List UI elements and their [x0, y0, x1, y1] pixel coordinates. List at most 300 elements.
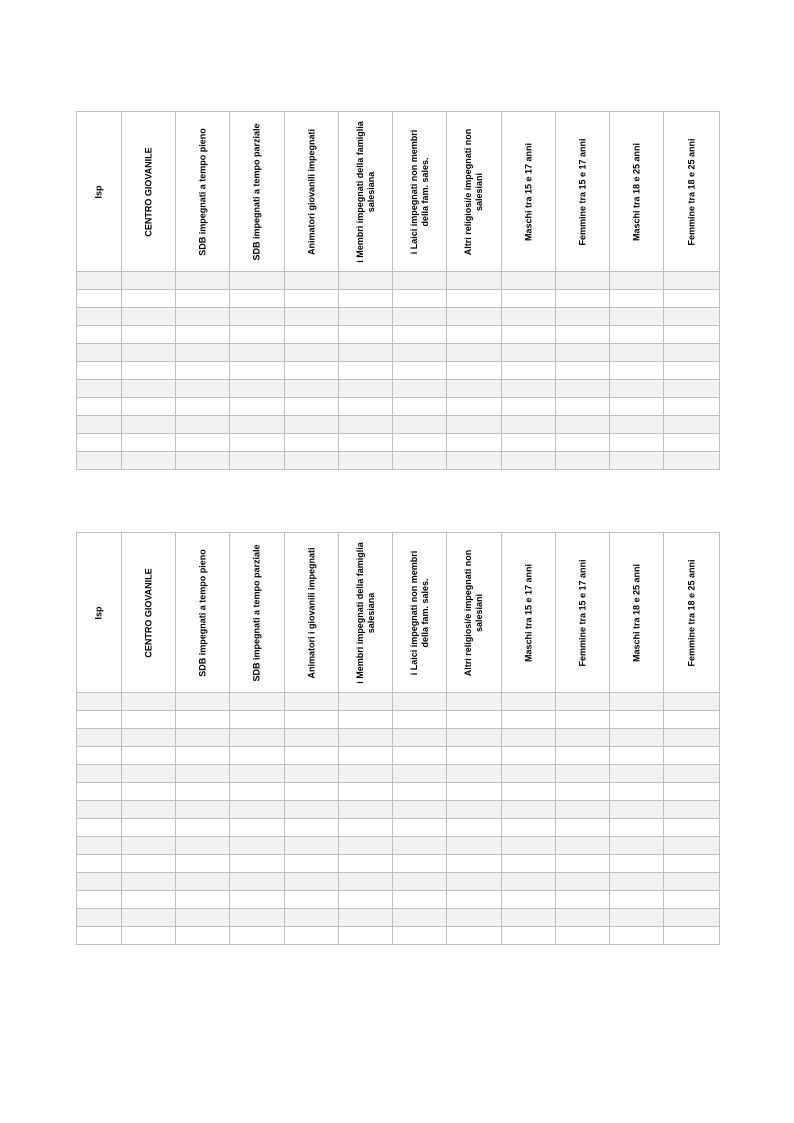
- table-cell: [339, 380, 393, 398]
- table-cell: [285, 416, 339, 434]
- table-cell: [610, 416, 664, 434]
- table-cell: [77, 747, 122, 765]
- table-cell: [122, 855, 176, 873]
- table-cell: [556, 729, 610, 747]
- table-cell: [77, 837, 122, 855]
- table-cell: [230, 819, 285, 837]
- data-table-1: [76, 111, 720, 470]
- table-cell: [339, 783, 393, 801]
- column-header-label: CENTRO GIOVANILE: [143, 568, 153, 658]
- table-cell: [176, 837, 230, 855]
- table-cell: [447, 416, 502, 434]
- table-cell: [610, 326, 664, 344]
- table-cell: [610, 873, 664, 891]
- table-cell: [122, 873, 176, 891]
- table-cell: [502, 290, 556, 308]
- table-cell: [447, 452, 502, 470]
- table-cell: [285, 891, 339, 909]
- table-cell: [339, 308, 393, 326]
- table-cell: [610, 765, 664, 783]
- table-cell: [610, 290, 664, 308]
- column-header-label: Maschi tra 15 e 17 anni: [523, 563, 533, 663]
- table-cell: [230, 398, 285, 416]
- table-cell: [285, 362, 339, 380]
- table-cell: [502, 891, 556, 909]
- header-row: [77, 533, 720, 693]
- table-cell: [502, 837, 556, 855]
- column-header-label: SDB impegnati a tempo pieno: [197, 128, 207, 256]
- table-cell: [610, 398, 664, 416]
- table-cell: [339, 452, 393, 470]
- table-cell: [393, 308, 447, 326]
- table-cell: [77, 398, 122, 416]
- column-header: [502, 112, 556, 272]
- table-cell: [447, 326, 502, 344]
- column-header-label: SDB impegnati a tempo pieno: [197, 549, 207, 677]
- table-cell: [230, 711, 285, 729]
- table-row: [77, 801, 720, 819]
- column-header: [285, 533, 339, 693]
- table-cell: [447, 398, 502, 416]
- table-cell: [339, 711, 393, 729]
- table-cell: [610, 344, 664, 362]
- table-cell: [393, 380, 447, 398]
- table-cell: [285, 729, 339, 747]
- table-cell: [447, 765, 502, 783]
- table-cell: [230, 344, 285, 362]
- table-row: [77, 765, 720, 783]
- table-cell: [502, 819, 556, 837]
- table-cell: [77, 344, 122, 362]
- table-cell: [230, 290, 285, 308]
- table-row: [77, 344, 720, 362]
- table-cell: [393, 837, 447, 855]
- table-row: [77, 362, 720, 380]
- table-cell: [610, 362, 664, 380]
- column-header-label: Animatori giovanili impegnati: [306, 129, 316, 256]
- table-cell: [556, 452, 610, 470]
- column-header: [393, 112, 447, 272]
- table-cell: [176, 272, 230, 290]
- table-cell: [285, 344, 339, 362]
- table-cell: [230, 747, 285, 765]
- table-row: [77, 909, 720, 927]
- table-cell: [339, 362, 393, 380]
- table-cell: [664, 416, 720, 434]
- table-cell: [502, 326, 556, 344]
- table-cell: [556, 416, 610, 434]
- table-cell: [339, 927, 393, 945]
- table-cell: [502, 344, 556, 362]
- table-cell: [77, 729, 122, 747]
- column-header: [176, 112, 230, 272]
- table-cell: [610, 747, 664, 765]
- table-cell: [664, 272, 720, 290]
- column-header-label: Femmine tra 18 e 25 anni: [686, 138, 696, 246]
- column-header: [339, 533, 393, 693]
- table-cell: [77, 693, 122, 711]
- table-cell: [502, 927, 556, 945]
- table-cell: [610, 452, 664, 470]
- table-cell: [393, 729, 447, 747]
- table-cell: [502, 398, 556, 416]
- table-cell: [122, 927, 176, 945]
- table-cell: [393, 272, 447, 290]
- table-cell: [285, 290, 339, 308]
- table-cell: [502, 416, 556, 434]
- table-cell: [664, 927, 720, 945]
- table-cell: [339, 326, 393, 344]
- table-cell: [502, 729, 556, 747]
- table-cell: [556, 344, 610, 362]
- table-cell: [447, 729, 502, 747]
- table-cell: [285, 308, 339, 326]
- table-cell: [610, 729, 664, 747]
- column-header-label: Altri religiosi/e impegnati non salesiani: [463, 128, 484, 256]
- table-row: [77, 855, 720, 873]
- column-header: [230, 112, 285, 272]
- table-cell: [285, 747, 339, 765]
- table-cell: [77, 801, 122, 819]
- table-cell: [664, 837, 720, 855]
- table-cell: [556, 765, 610, 783]
- table-cell: [230, 927, 285, 945]
- table-cell: [122, 909, 176, 927]
- table-cell: [176, 729, 230, 747]
- table-cell: [610, 693, 664, 711]
- table-cell: [122, 398, 176, 416]
- table-cell: [339, 344, 393, 362]
- table-cell: [664, 434, 720, 452]
- table-cell: [230, 801, 285, 819]
- table-cell: [285, 837, 339, 855]
- column-header: [502, 533, 556, 693]
- table-cell: [447, 783, 502, 801]
- table-cell: [393, 819, 447, 837]
- table-cell: [556, 837, 610, 855]
- table-cell: [122, 711, 176, 729]
- table-row: [77, 308, 720, 326]
- table-cell: [664, 308, 720, 326]
- table-cell: [77, 783, 122, 801]
- table-cell: [230, 765, 285, 783]
- table-cell: [393, 801, 447, 819]
- table-cell: [447, 290, 502, 308]
- table-cell: [122, 362, 176, 380]
- table-cell: [77, 272, 122, 290]
- table-cell: [556, 308, 610, 326]
- table-cell: [230, 855, 285, 873]
- table-cell: [664, 855, 720, 873]
- table-cell: [176, 308, 230, 326]
- table-cell: [664, 801, 720, 819]
- table-cell: [556, 891, 610, 909]
- column-header: [664, 533, 720, 693]
- table-cell: [502, 765, 556, 783]
- table-cell: [393, 891, 447, 909]
- table-cell: [230, 452, 285, 470]
- column-header-label: Femmine tra 15 e 17 anni: [577, 138, 587, 246]
- table-row: [77, 747, 720, 765]
- table-cell: [556, 801, 610, 819]
- column-header: [664, 112, 720, 272]
- table-cell: [230, 362, 285, 380]
- table-cell: [285, 783, 339, 801]
- table-cell: [664, 765, 720, 783]
- table-cell: [122, 819, 176, 837]
- table-cell: [230, 308, 285, 326]
- table-cell: [122, 344, 176, 362]
- column-header: [176, 533, 230, 693]
- table-cell: [230, 729, 285, 747]
- table-cell: [664, 693, 720, 711]
- table-cell: [285, 711, 339, 729]
- table-cell: [664, 711, 720, 729]
- table-cell: [285, 801, 339, 819]
- table-cell: [502, 801, 556, 819]
- table-cell: [393, 416, 447, 434]
- table-cell: [556, 873, 610, 891]
- table-cell: [393, 434, 447, 452]
- column-header-label: i Laici impegnati non membri della fam. sales.: [408, 129, 430, 255]
- table-cell: [176, 891, 230, 909]
- table-cell: [230, 693, 285, 711]
- table-cell: [176, 909, 230, 927]
- table-cell: [556, 855, 610, 873]
- table-cell: [610, 801, 664, 819]
- column-header: [122, 533, 176, 693]
- table-cell: [502, 308, 556, 326]
- table-cell: [664, 398, 720, 416]
- table-cell: [77, 909, 122, 927]
- table-cell: [176, 747, 230, 765]
- table-cell: [556, 819, 610, 837]
- table-cell: [447, 747, 502, 765]
- table-cell: [393, 909, 447, 927]
- table-row: [77, 452, 720, 470]
- column-header: [339, 112, 393, 272]
- column-header-label: Isp: [93, 606, 104, 620]
- table-cell: [664, 380, 720, 398]
- table-cell: [122, 326, 176, 344]
- table-cell: [339, 747, 393, 765]
- table-cell: [77, 819, 122, 837]
- table-cell: [664, 290, 720, 308]
- table-cell: [393, 693, 447, 711]
- table-cell: [610, 308, 664, 326]
- table-cell: [447, 434, 502, 452]
- table-cell: [285, 765, 339, 783]
- table-cell: [664, 873, 720, 891]
- table-cell: [176, 416, 230, 434]
- table-cell: [77, 290, 122, 308]
- table-cell: [176, 855, 230, 873]
- table-row: [77, 398, 720, 416]
- table-cell: [393, 290, 447, 308]
- column-header: [122, 112, 176, 272]
- table-cell: [393, 711, 447, 729]
- table-cell: [556, 362, 610, 380]
- table-cell: [556, 434, 610, 452]
- table-cell: [176, 711, 230, 729]
- column-header-label: Femmine tra 18 e 25 anni: [686, 559, 696, 667]
- table-cell: [176, 398, 230, 416]
- table-cell: [339, 873, 393, 891]
- table-cell: [77, 765, 122, 783]
- table-row: [77, 711, 720, 729]
- table-cell: [447, 891, 502, 909]
- table-cell: [502, 272, 556, 290]
- table-cell: [77, 362, 122, 380]
- table-row: [77, 434, 720, 452]
- table-cell: [122, 452, 176, 470]
- table-cell: [502, 693, 556, 711]
- table-cell: [122, 765, 176, 783]
- table-row: [77, 783, 720, 801]
- table-cell: [230, 272, 285, 290]
- table-cell: [610, 783, 664, 801]
- table-cell: [339, 272, 393, 290]
- table-cell: [285, 380, 339, 398]
- table-cell: [122, 272, 176, 290]
- table-cell: [556, 290, 610, 308]
- table-cell: [77, 855, 122, 873]
- table-cell: [339, 837, 393, 855]
- column-header-label: Femmine tra 15 e 17 anni: [577, 559, 587, 667]
- table-cell: [339, 693, 393, 711]
- column-header-label: Maschi tra 18 e 25 anni: [631, 142, 641, 242]
- table-cell: [447, 344, 502, 362]
- table-cell: [447, 873, 502, 891]
- column-header-label: SDB impegnati a tempo parziale: [251, 544, 262, 682]
- table-cell: [556, 927, 610, 945]
- column-header-label: i Membri impegnati della famiglia salesiana: [354, 542, 376, 684]
- table-cell: [447, 909, 502, 927]
- table-cell: [176, 344, 230, 362]
- table-cell: [77, 452, 122, 470]
- table-cell: [77, 416, 122, 434]
- column-header: [447, 112, 502, 272]
- table-cell: [230, 416, 285, 434]
- table-cell: [447, 801, 502, 819]
- table-cell: [610, 380, 664, 398]
- table-cell: [664, 729, 720, 747]
- table-cell: [176, 927, 230, 945]
- table-row: [77, 416, 720, 434]
- table-cell: [176, 783, 230, 801]
- column-header-label: i Membri impegnati della famiglia salesiana: [354, 121, 376, 263]
- table-cell: [176, 434, 230, 452]
- column-header: [77, 533, 122, 693]
- table-cell: [122, 729, 176, 747]
- table-cell: [77, 927, 122, 945]
- table-cell: [393, 344, 447, 362]
- table-cell: [285, 873, 339, 891]
- table-cell: [502, 873, 556, 891]
- table-cell: [447, 362, 502, 380]
- table-cell: [176, 362, 230, 380]
- table-cell: [447, 693, 502, 711]
- table-cell: [556, 272, 610, 290]
- table-cell: [393, 362, 447, 380]
- table-cell: [447, 711, 502, 729]
- table-cell: [285, 398, 339, 416]
- table-cell: [122, 416, 176, 434]
- table-cell: [122, 747, 176, 765]
- table-cell: [393, 398, 447, 416]
- table-cell: [556, 783, 610, 801]
- table-cell: [610, 909, 664, 927]
- column-header-label: Maschi tra 18 e 25 anni: [631, 563, 641, 663]
- table-cell: [502, 711, 556, 729]
- table-row: [77, 819, 720, 837]
- table-body: [77, 272, 720, 470]
- table-cell: [502, 452, 556, 470]
- table-cell: [230, 873, 285, 891]
- column-header-label: Isp: [93, 185, 104, 199]
- table-cell: [339, 398, 393, 416]
- table-cell: [122, 801, 176, 819]
- table-row: [77, 729, 720, 747]
- table-cell: [176, 819, 230, 837]
- table-row: [77, 693, 720, 711]
- table-cell: [77, 891, 122, 909]
- table-cell: [77, 308, 122, 326]
- table-cell: [176, 326, 230, 344]
- table-cell: [664, 783, 720, 801]
- table-cell: [230, 783, 285, 801]
- table-cell: [610, 891, 664, 909]
- column-header: [393, 533, 447, 693]
- table-cell: [502, 380, 556, 398]
- column-header-label: CENTRO GIOVANILE: [143, 147, 153, 237]
- column-header-label: i Laici impegnati non membri della fam. sales.: [408, 550, 430, 676]
- header-row: [77, 112, 720, 272]
- table-cell: [122, 693, 176, 711]
- table-cell: [176, 873, 230, 891]
- column-header-label: Maschi tra 15 e 17 anni: [523, 142, 533, 242]
- table-cell: [285, 272, 339, 290]
- table-cell: [285, 819, 339, 837]
- table-cell: [610, 855, 664, 873]
- table-cell: [610, 434, 664, 452]
- table-cell: [339, 434, 393, 452]
- table-cell: [556, 909, 610, 927]
- table-cell: [230, 326, 285, 344]
- table-cell: [447, 819, 502, 837]
- table-cell: [393, 855, 447, 873]
- table-cell: [122, 434, 176, 452]
- column-header: [285, 112, 339, 272]
- table-cell: [393, 765, 447, 783]
- table-cell: [393, 747, 447, 765]
- column-header: [230, 533, 285, 693]
- table-cell: [285, 927, 339, 945]
- table-cell: [122, 308, 176, 326]
- table-cell: [556, 693, 610, 711]
- table-cell: [502, 783, 556, 801]
- table-cell: [556, 380, 610, 398]
- table-cell: [122, 380, 176, 398]
- table-cell: [339, 765, 393, 783]
- table-cell: [339, 909, 393, 927]
- table-cell: [502, 909, 556, 927]
- table-row: [77, 272, 720, 290]
- table-cell: [285, 909, 339, 927]
- column-header: [610, 112, 664, 272]
- table-cell: [339, 891, 393, 909]
- table-row: [77, 837, 720, 855]
